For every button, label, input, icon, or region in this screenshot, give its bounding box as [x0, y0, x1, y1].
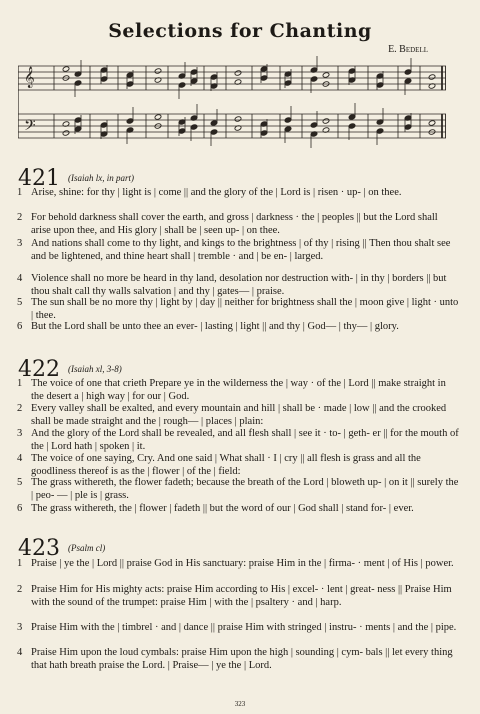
verse-text: The voice of one saying, Cry. And one said | What shall · I | cry || all flesh is grass and all the goodliness thereof is as the | flower | of the | field:	[31, 453, 421, 477]
verse-text: And nations shall come to thy light, and kings to the brightness | of thy | rising || Then thou shalt see and be lightened, and thine heart shall | tremble · and | be en- | larged.	[31, 238, 451, 262]
verse-text: For behold darkness shall cover the earth, and gross | darkness · the | peoples || but the Lord shall arise upon thee, and His glory | shall be | seen up- | on thee.	[31, 212, 438, 236]
scripture-reference: (Isaiah lx, in part)	[68, 173, 134, 183]
verse-number: 1	[17, 378, 23, 389]
page-title: Selections for Chanting	[108, 20, 372, 42]
verse-number: 1	[17, 187, 23, 198]
svg-text:𝄞: 𝄞	[24, 67, 35, 87]
verse	[17, 211, 465, 237]
composer-credit: E. Bedell	[388, 44, 428, 55]
verse-number: 2	[17, 212, 23, 223]
verse-number: 3	[17, 238, 23, 249]
verse	[17, 476, 465, 502]
verse-text: And the glory of the Lord shall be revealed, and all flesh shall | see it · to- | geth- er || for the mouth of the | Lord hath | spoken | it.	[31, 428, 459, 452]
verse-text: The voice of one that crieth Prepare ye in the wilderness the | way · of the | Lord || make straight in the desert a | high way | for our | God.	[31, 378, 446, 402]
selection-number: 422	[18, 357, 60, 382]
verse-text: Praise Him with the | timbrel · and | dance || praise Him with stringed | instru- · ments | and the | pipe.	[31, 622, 457, 633]
verse-number: 4	[17, 273, 23, 284]
page-number: 323	[234, 700, 246, 708]
verse-text: Every valley shall be exalted, and every mountain and hill | shall be · made | low || and the crooked shall be made straight and the | rough— | places | plain:	[31, 403, 447, 427]
verse-number: 1	[17, 558, 23, 569]
verse	[17, 296, 465, 322]
verse-number: 2	[17, 403, 23, 414]
verse	[17, 583, 465, 609]
verse	[17, 557, 465, 570]
verse	[17, 377, 465, 403]
verse	[17, 320, 465, 333]
verse-text: The sun shall be no more thy | light by | day || neither for brightness shall the | moon give | light · unto | thee.	[31, 297, 459, 321]
selection-number: 423	[18, 536, 60, 561]
verse-text: But the Lord shall be unto thee an ever- | lasting | light || and thy | God— | thy— | glory.	[31, 321, 399, 332]
svg-text:𝄢: 𝄢	[24, 117, 36, 137]
verse	[17, 272, 465, 298]
verse	[17, 427, 465, 453]
verse-number: 5	[17, 477, 23, 488]
verse	[17, 502, 465, 515]
verse	[17, 646, 465, 672]
verse-text: The grass withereth, the | flower | fadeth || but the word of our | God shall | stand for- | ever.	[31, 503, 414, 514]
verse-number: 4	[17, 647, 23, 658]
verse	[17, 621, 465, 634]
verse	[17, 402, 465, 428]
verse-text: Violence shall no more be heard in thy land, desolation nor destruction with- | in thy | borders || but thou shalt call thy walls salvation | and thy | gates— | praise.	[31, 273, 447, 297]
verse-number: 6	[17, 503, 23, 514]
verse-number: 6	[17, 321, 23, 332]
verse	[17, 237, 465, 263]
verse	[17, 186, 465, 199]
selection-number: 421	[18, 166, 60, 191]
verse-number: 4	[17, 453, 23, 464]
verse-text: Arise, shine: for thy | light is | come || and the glory of the | Lord is | risen · up- | on thee.	[31, 187, 402, 198]
chant-music-score	[18, 56, 446, 150]
verse-text: Praise | ye the | Lord || praise God in His sanctuary: praise Him in the | firma- · ment | of His | power.	[31, 558, 454, 569]
verse-text: The grass withereth, the flower fadeth; because the breath of the Lord | bloweth up- | on it || surely the | peo- — | ple is | grass.	[31, 477, 459, 501]
verse-number: 2	[17, 584, 23, 595]
verse-text: Praise Him for His mighty acts: praise Him according to His | excel- · lent | great- ness || Praise Him with the sound of the trumpet: praise Him | with the | psaltery · and | harp.	[31, 584, 452, 608]
verse-text: Praise Him upon the loud cymbals: praise Him upon the high | sounding | cym- bals || let every thing that hath breath praise the Lord. | Praise— | ye the | Lord.	[31, 647, 453, 671]
scripture-reference: (Isaiah xl, 3-8)	[68, 364, 122, 374]
verse-number: 5	[17, 297, 23, 308]
verse-number: 3	[17, 428, 23, 439]
scripture-reference: (Psalm cl)	[68, 543, 106, 553]
verse	[17, 452, 465, 478]
verse-number: 3	[17, 622, 23, 633]
